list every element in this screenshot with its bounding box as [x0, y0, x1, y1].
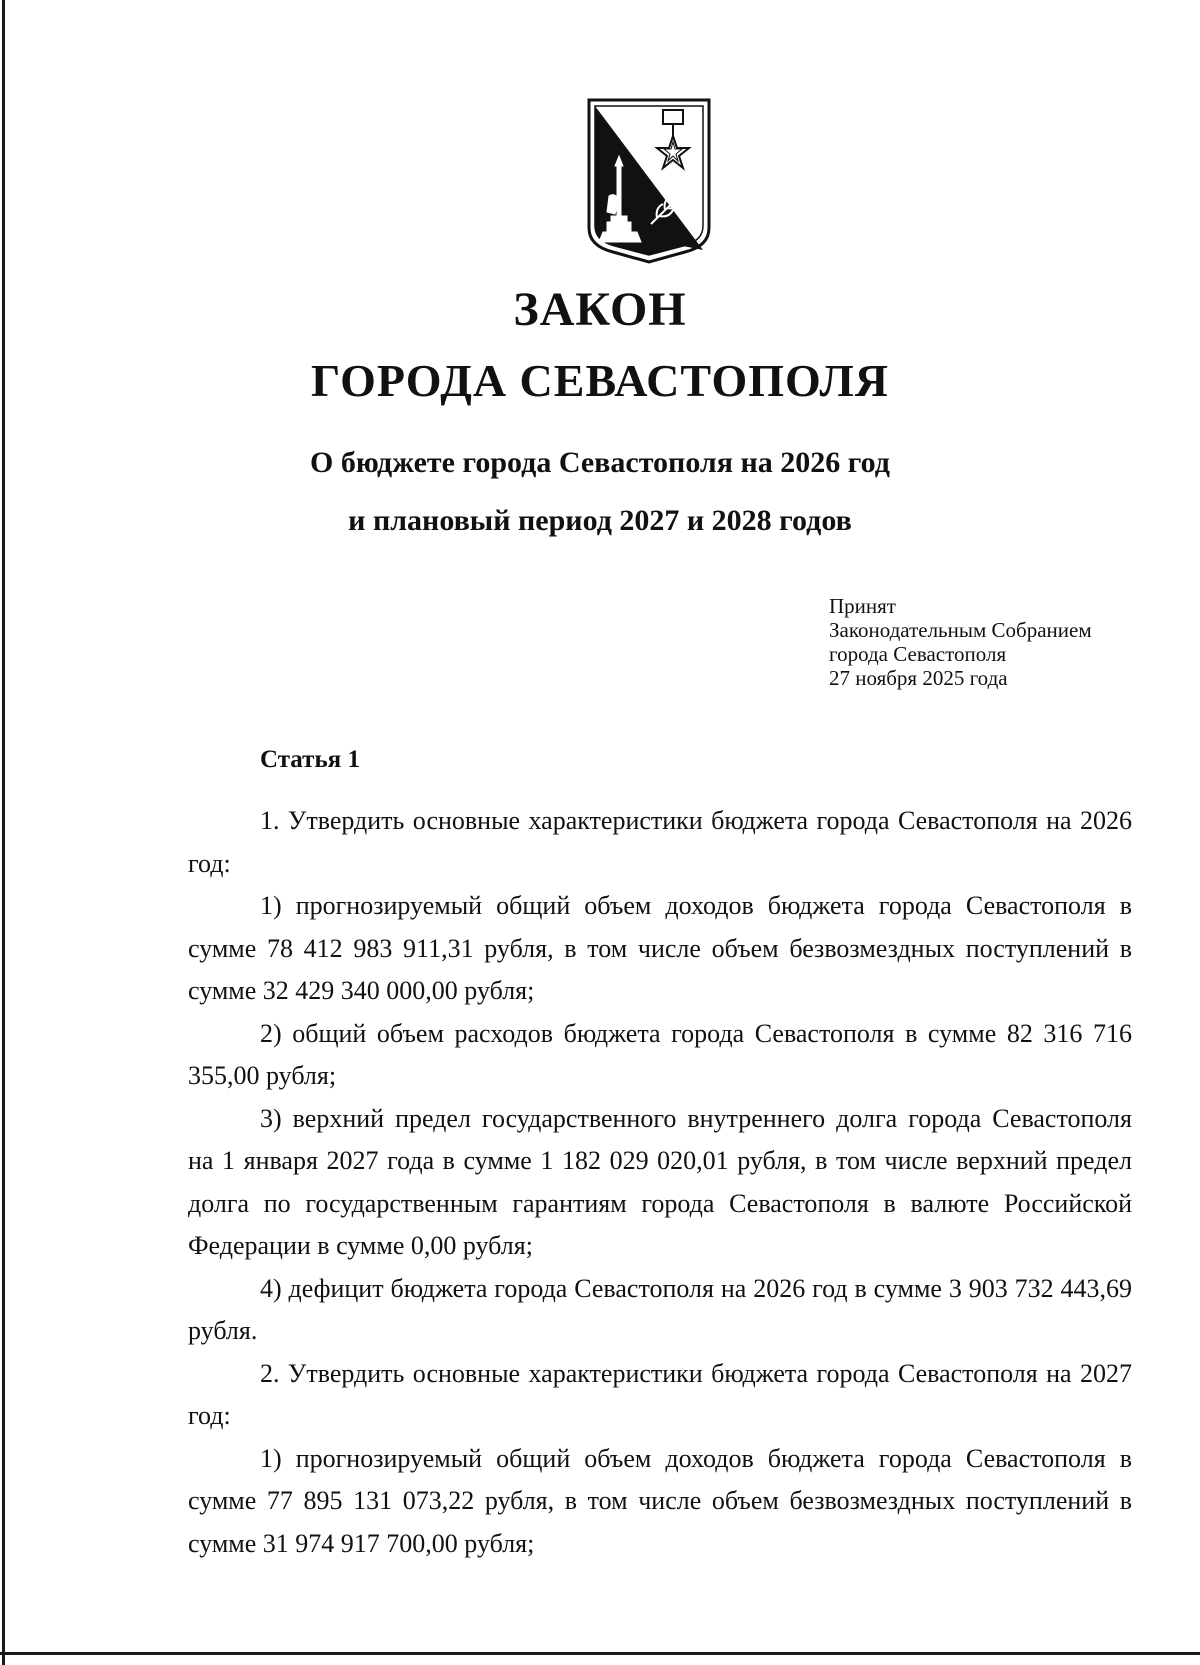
law-subject-line-2: и плановый период 2027 и 2028 годов	[348, 504, 852, 537]
article-paragraph: 4) дефицит бюджета города Севастополя на 2026 год в сумме 3 903 732 443,69 рубля.	[188, 1273, 1132, 1345]
article-paragraph: 1. Утвердить основные характеристики бюджета города Севастополя на 2026 год:	[188, 806, 1132, 878]
coat-of-arms-icon	[585, 96, 713, 266]
article-paragraph: 2) общий объем расходов бюджета города Севастополя в сумме 82 316 716 355,00 рубля;	[188, 1018, 1132, 1090]
law-subject-line-1: О бюджете города Севастополя на 2026 год	[310, 446, 890, 479]
law-title: ЗАКОН	[513, 283, 687, 336]
law-city-title: ГОРОДА СЕВАСТОПОЛЯ	[310, 355, 890, 406]
scan-edge-left	[2, 0, 5, 1665]
adoption-date: 27 ноября 2025 года	[829, 666, 1008, 690]
scan-edge-bottom	[0, 1652, 1200, 1655]
article-body	[188, 800, 1132, 1565]
adoption-block	[829, 594, 1092, 690]
adoption-line: Законодательным Собранием	[829, 618, 1092, 642]
article-title: Статья 1	[260, 746, 360, 773]
adoption-line: Принят	[829, 594, 896, 618]
article-paragraph: 2. Утвердить основные характеристики бюджета города Севастополя на 2027 год:	[188, 1358, 1132, 1430]
article-paragraph: 1) прогнозируемый общий объем доходов бюджета города Севастополя в сумме 78 412 983 911,31 рубля, в том числе объем безвозмездных поступлений в сумме 32 429 340 000,00 рубля;	[188, 891, 1132, 1005]
article-paragraph: 3) верхний предел государственного внутреннего долга города Севастополя на 1 января 2027 года в сумме 1 182 029 020,01 рубля, в том числе верхний предел долга по государственным гарантиям города Севастополя в валюте Российской Федерации в сумме 0,00 рубля;	[188, 1103, 1132, 1260]
adoption-line: города Севастополя	[829, 642, 1007, 666]
article-paragraph: 1) прогнозируемый общий объем доходов бюджета города Севастополя в сумме 77 895 131 073,22 рубля, в том числе объем безвозмездных поступлений в сумме 31 974 917 700,00 рубля;	[188, 1443, 1132, 1558]
